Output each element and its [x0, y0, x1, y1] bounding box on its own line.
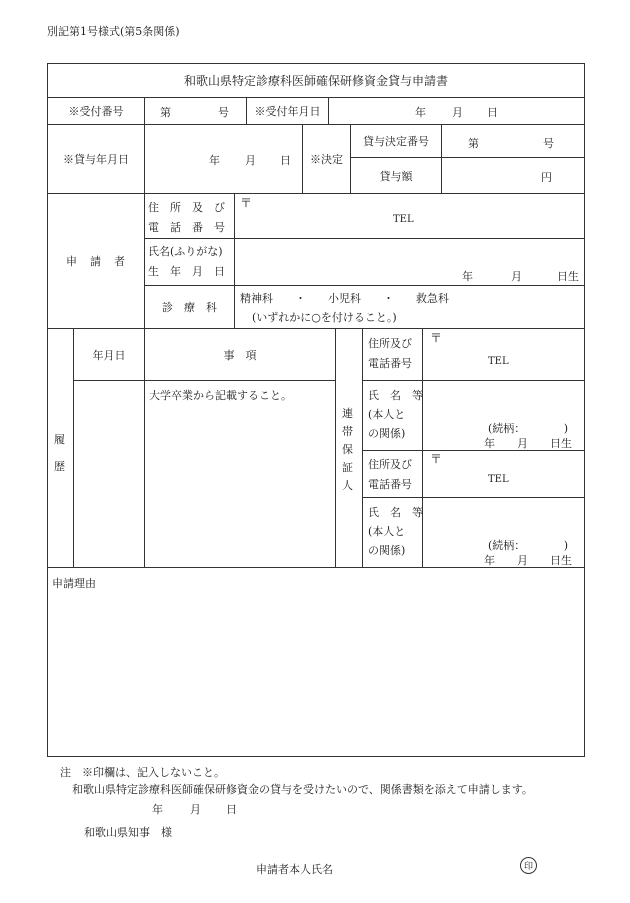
table-border-right	[584, 63, 585, 757]
guarantor-2-address-label: 住所及び 電話番号	[368, 458, 412, 491]
decision-number-dai: 第	[468, 137, 479, 150]
footer-date-day: 日	[226, 803, 237, 816]
history-note: 大学卒業から記載すること。	[149, 389, 292, 402]
receipt-number-go: 号	[218, 106, 229, 119]
guarantor-label: 連 帯 保 証 人	[342, 407, 353, 492]
guarantor-2-birth: 年 月 日生	[484, 554, 572, 567]
form-number-note: 別記第1号様式(第5条関係)	[47, 25, 180, 38]
loan-amount-yen: 円	[541, 171, 552, 184]
applicant-name-signature-label: 申請者本人氏名	[256, 863, 333, 876]
footer-date-month: 月	[190, 803, 201, 816]
application-reason-field[interactable]	[48, 592, 584, 756]
footer-date-year: 年	[152, 803, 163, 816]
divider	[335, 328, 336, 567]
history-label-1: 履	[54, 433, 65, 446]
receipt-number-label: ※受付番号	[68, 105, 124, 118]
guarantor-1-tel: TEL	[488, 356, 509, 367]
loan-date-day: 日	[280, 154, 291, 167]
applicant-name-field[interactable]	[235, 239, 584, 285]
loan-amount-label: 貸与額	[379, 169, 413, 183]
guarantor-2-name-label: 氏 名 等 (本人と の関係)	[368, 506, 423, 557]
address-phone-label: 住 所 及 び 電 話 番 号	[148, 201, 225, 234]
birth-month: 月	[511, 270, 522, 283]
tel-label: TEL	[393, 214, 414, 225]
decision-number-label: 貸与決定番号	[363, 135, 429, 148]
birth-day: 日生	[557, 270, 579, 283]
application-statement: 和歌山県特定診療科医師確保研修資金の貸与を受けたいので、関係書類を添えて申請します。	[72, 783, 533, 796]
history-item-header: 事 項	[223, 348, 257, 362]
application-reason-label: 申請理由	[52, 577, 96, 590]
applicant-section-label: 申 請 者	[66, 255, 126, 268]
loan-date-field[interactable]	[145, 125, 302, 193]
history-date-header: 年月日	[92, 348, 126, 362]
divider	[362, 328, 363, 567]
decision-number-field[interactable]	[442, 125, 584, 157]
department-options[interactable]: 精神科 ・ 小児科 ・ 救急科	[240, 292, 449, 305]
department-note: (いずれかに○を付けること。)	[252, 311, 397, 324]
seal-icon: 印	[520, 857, 537, 874]
loan-date-label: ※貸与年月日	[63, 153, 129, 166]
decision-number-go: 号	[543, 137, 554, 150]
receipt-date-month: 月	[452, 106, 463, 119]
birth-year: 年	[462, 270, 473, 283]
loan-date-year: 年	[209, 154, 220, 167]
guarantor-1-address-field[interactable]	[423, 329, 584, 380]
guarantor-1-relation: (続柄： )	[488, 422, 569, 435]
history-date-field[interactable]	[74, 381, 144, 567]
guarantor-2-relation: (続柄： )	[488, 539, 569, 552]
guarantor-1-birth: 年 月 日生	[484, 437, 572, 450]
loan-amount-field[interactable]	[442, 158, 584, 193]
name-birth-label: 氏名(ふりがな) 生 年 月 日	[148, 245, 225, 278]
history-label-2: 歴	[54, 460, 65, 473]
receipt-date-year: 年	[415, 106, 426, 119]
guarantor-2-postal-mark: 〒	[430, 452, 443, 466]
form-title: 和歌山県特定診療科医師確保研修資金貸与申請書	[183, 74, 448, 88]
department-label: 診 療 科	[162, 301, 217, 314]
guarantor-1-address-label: 住所及び 電話番号	[368, 337, 412, 370]
footer-note: 注 ※印欄は、記入しないこと。	[60, 766, 225, 779]
history-item-field[interactable]	[145, 381, 335, 567]
table-border-bottom	[47, 756, 585, 757]
receipt-number-dai: 第	[160, 106, 171, 119]
guarantor-2-tel: TEL	[488, 474, 509, 485]
guarantor-1-name-label: 氏 名 等 (本人と の関係)	[368, 389, 423, 440]
loan-date-month: 月	[245, 154, 256, 167]
applicant-name-signature-field[interactable]	[350, 856, 515, 876]
postal-mark: 〒	[240, 196, 253, 210]
guarantor-1-postal-mark: 〒	[430, 331, 443, 345]
receipt-date-label: ※受付年月日	[254, 105, 321, 118]
addressee: 和歌山県知事 様	[84, 826, 172, 839]
decision-label: ※決定	[310, 153, 343, 166]
receipt-date-day: 日	[487, 106, 498, 119]
